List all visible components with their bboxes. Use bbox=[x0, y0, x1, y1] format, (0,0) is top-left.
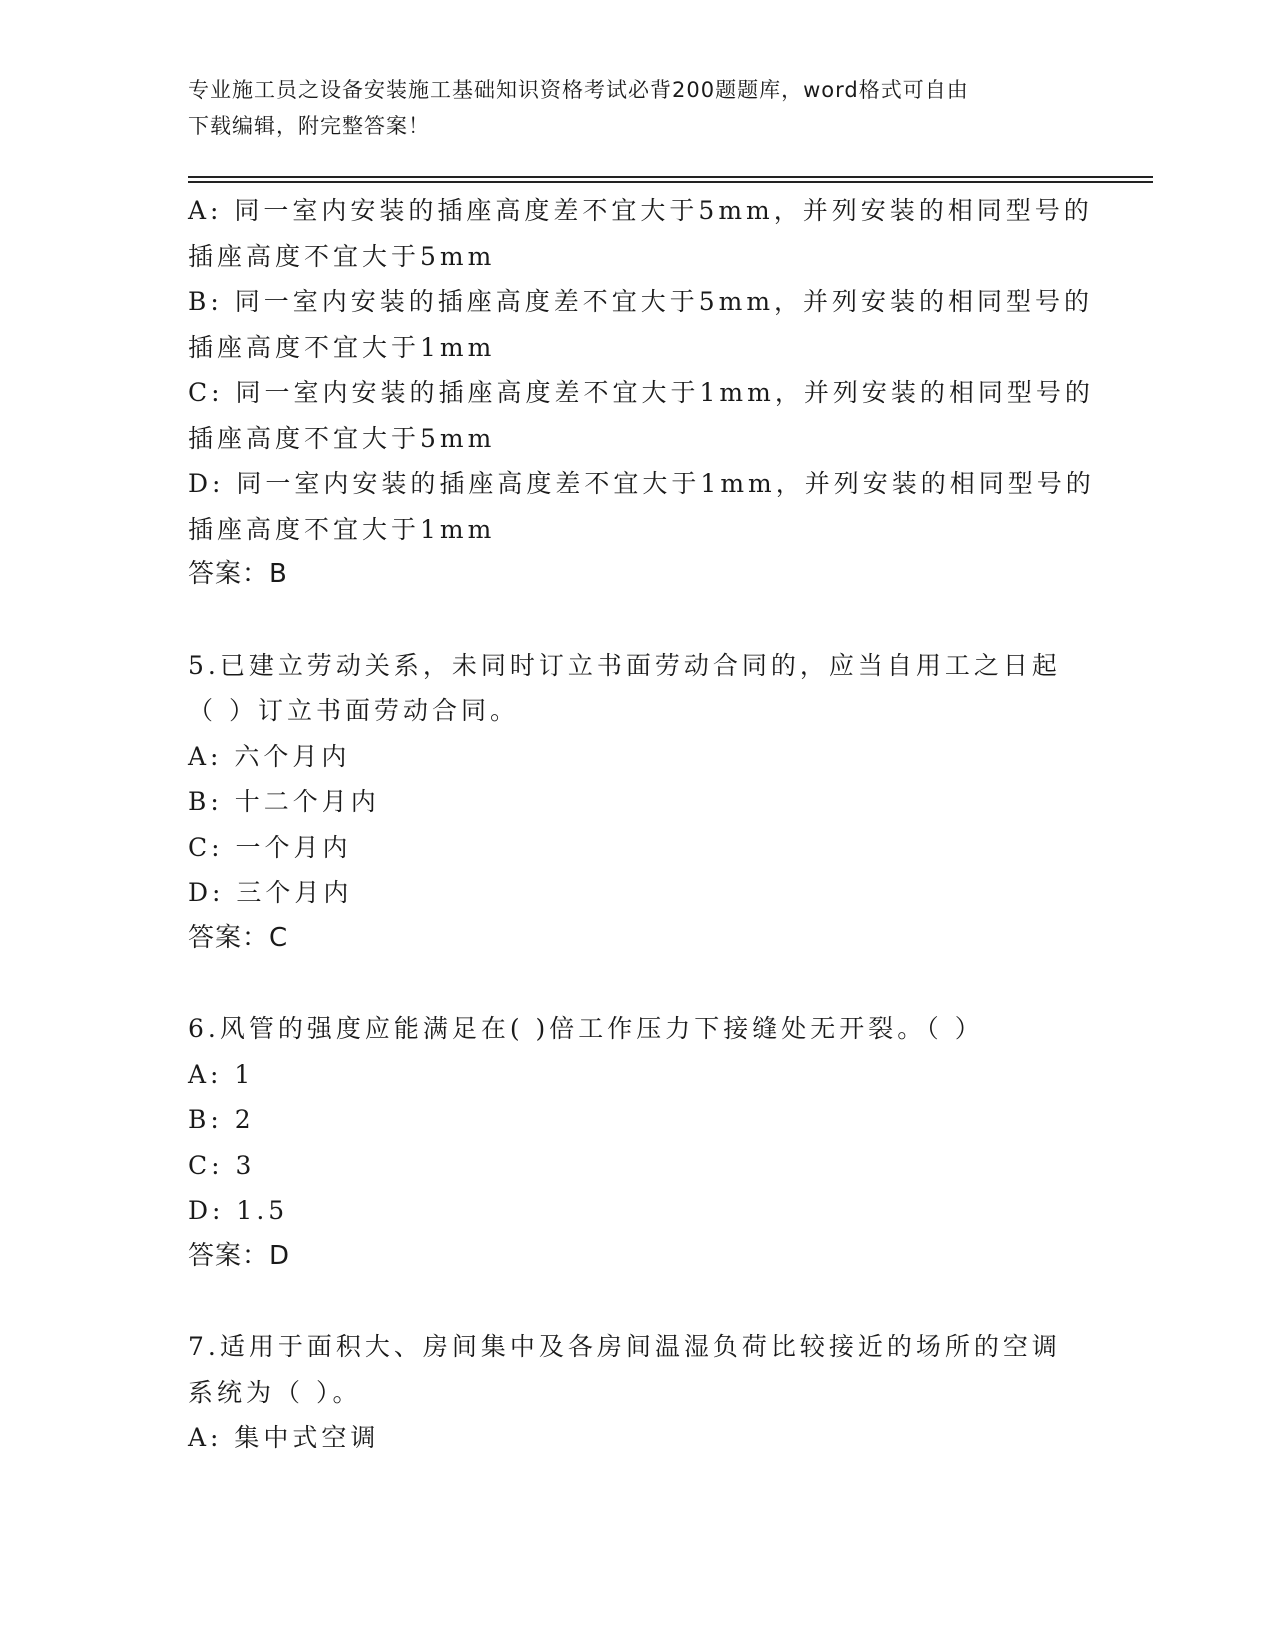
option-d: D: 三个月内 bbox=[188, 878, 353, 907]
option-b-line-1: B: 同一室内安装的插座高度差不宜大于5mm，并列安装的相同型号的 bbox=[188, 287, 1094, 316]
option-d: D: 1.5 bbox=[188, 1196, 289, 1225]
option-a-line-1: A: 同一室内安装的插座高度差不宜大于5mm，并列安装的相同型号的 bbox=[188, 196, 1093, 225]
spacer bbox=[188, 598, 1068, 643]
question-stem-line-1: 5.已建立劳动关系，未同时订立书面劳动合同的，应当自用工之日起 bbox=[188, 650, 1061, 680]
option-c: C: 3 bbox=[188, 1150, 256, 1180]
answer-label: 答案：C bbox=[188, 922, 289, 953]
option-d-line-1: D: 同一室内安装的插座高度差不宜大于1mm，并列安装的相同型号的 bbox=[188, 469, 1095, 498]
spacer bbox=[188, 961, 1068, 1006]
option-b-line-2: 插座高度不宜大于1mm bbox=[188, 332, 496, 362]
header-title-line-2: 下载编辑，附完整答案！ bbox=[188, 114, 430, 138]
option-c: C: 一个月内 bbox=[188, 832, 352, 862]
header-divider-bottom bbox=[188, 181, 1153, 183]
document-header bbox=[188, 72, 1068, 144]
question-4 bbox=[188, 188, 1095, 598]
question-6 bbox=[188, 1006, 1068, 1279]
option-a: A: 集中式空调 bbox=[188, 1423, 380, 1452]
question-stem-line-1: 7.适用于面积大、房间集中及各房间温湿负荷比较接近的场所的空调 bbox=[188, 1332, 1061, 1361]
option-b: B: 2 bbox=[188, 1105, 255, 1134]
option-a-line-2: 插座高度不宜大于5mm bbox=[188, 241, 496, 271]
question-stem-line-2: 系统为（ ）。 bbox=[188, 1377, 362, 1407]
question-stem-line-2: （ ）订立书面劳动合同。 bbox=[188, 696, 519, 725]
question-stem-line-1: 6.风管的强度应能满足在( )倍工作压力下接缝处无开裂。（ ） bbox=[188, 1014, 984, 1043]
header-title-line-1: 专业施工员之设备安装施工基础知识资格考试必背200题题库，word格式可自由 bbox=[188, 78, 969, 102]
answer-label: 答案：D bbox=[188, 1240, 291, 1271]
question-7 bbox=[188, 1324, 1068, 1461]
question-list bbox=[188, 188, 1095, 1461]
spacer bbox=[188, 1279, 1068, 1324]
option-c-line-2: 插座高度不宜大于5mm bbox=[188, 423, 496, 453]
header-divider-top bbox=[188, 176, 1153, 178]
option-b: B: 十二个月内 bbox=[188, 787, 380, 816]
option-c-line-1: C: 同一室内安装的插座高度差不宜大于1mm，并列安装的相同型号的 bbox=[188, 378, 1094, 407]
option-a: A: 六个月内 bbox=[188, 741, 351, 771]
option-d-line-2: 插座高度不宜大于1mm bbox=[188, 514, 496, 544]
option-a: A: 1 bbox=[188, 1059, 255, 1089]
answer-label: 答案：B bbox=[188, 559, 288, 589]
question-5 bbox=[188, 643, 1068, 962]
